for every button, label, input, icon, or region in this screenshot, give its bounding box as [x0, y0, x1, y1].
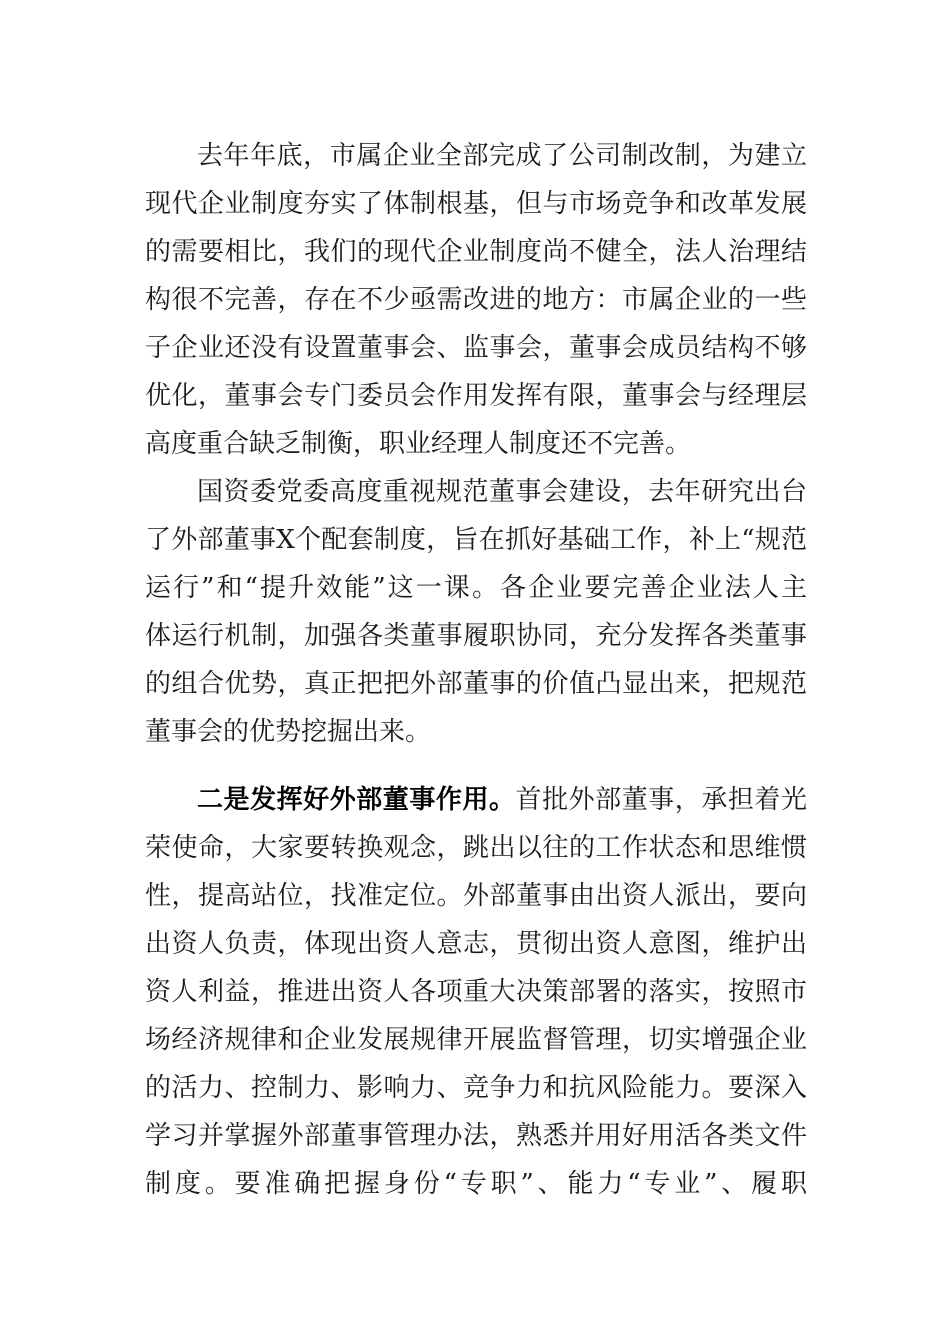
paragraph-1-line-6: 优化，董事会专门委员会作用发挥有限，董事会与经理层	[145, 381, 807, 411]
paragraph-2-line-4: 体运行机制，加强各类董事履职协同，充分发挥各类董事	[145, 621, 807, 651]
paragraph-1-line-2: 现代企业制度夯实了体制根基，但与市场竞争和改革发展	[145, 189, 807, 219]
paragraph-2-line-3: 运行”和“提升效能”这一课。各企业要完善企业法人主	[145, 573, 807, 603]
paragraph-1-line-1: 去年年底，市属企业全部完成了公司制改制，为建立	[197, 141, 807, 171]
section-lead-heading: 二是发挥好外部董事作用。	[197, 785, 516, 815]
paragraph-3-line-9: 制度。要准确把握身份“专职”、能力“专业”、履职	[145, 1169, 807, 1199]
paragraph-2-line-6: 董事会的优势挖掘出来。	[145, 717, 432, 747]
paragraph-1-line-5: 子企业还没有设置董事会、监事会，董事会成员结构不够	[145, 333, 807, 363]
paragraph-3-line-3: 性，提高站位，找准定位。外部董事由出资人派出，要向	[145, 881, 807, 911]
paragraph-2-line-2: 了外部董事X个配套制度，旨在抓好基础工作，补上“规范	[145, 525, 807, 555]
paragraph-2-line-1: 国资委党委高度重视规范董事会建设，去年研究出台	[197, 477, 807, 507]
paragraph-2-line-5: 的组合优势，真正把把外部董事的价值凸显出来，把规范	[145, 669, 807, 699]
paragraph-3-line-2: 荣使命，大家要转换观念，跳出以往的工作状态和思维惯	[145, 833, 807, 863]
paragraph-3-line-6: 场经济规律和企业发展规律开展监督管理，切实增强企业	[145, 1025, 807, 1055]
paragraph-3-line-5: 资人利益，推进出资人各项重大决策部署的落实，按照市	[145, 977, 807, 1007]
paragraph-1-line-7: 高度重合缺乏制衡，职业经理人制度还不完善。	[145, 429, 692, 459]
paragraph-1-line-4: 构很不完善，存在不少亟需改进的地方：市属企业的一些	[145, 285, 807, 315]
paragraph-3-line-8: 学习并掌握外部董事管理办法，熟悉并用好用活各类文件	[145, 1121, 807, 1151]
paragraph-1-line-3: 的需要相比，我们的现代企业制度尚不健全，法人治理结	[145, 237, 807, 267]
paragraph-3-line-1	[197, 780, 807, 820]
paragraph-3-line-7: 的活力、控制力、影响力、竞争力和抗风险能力。要深入	[145, 1073, 807, 1103]
paragraph-3-line-1-rest: 首批外部董事，承担着光	[515, 785, 807, 815]
paragraph-3-line-4: 出资人负责，体现出资人意志，贯彻出资人意图，维护出	[145, 929, 807, 959]
